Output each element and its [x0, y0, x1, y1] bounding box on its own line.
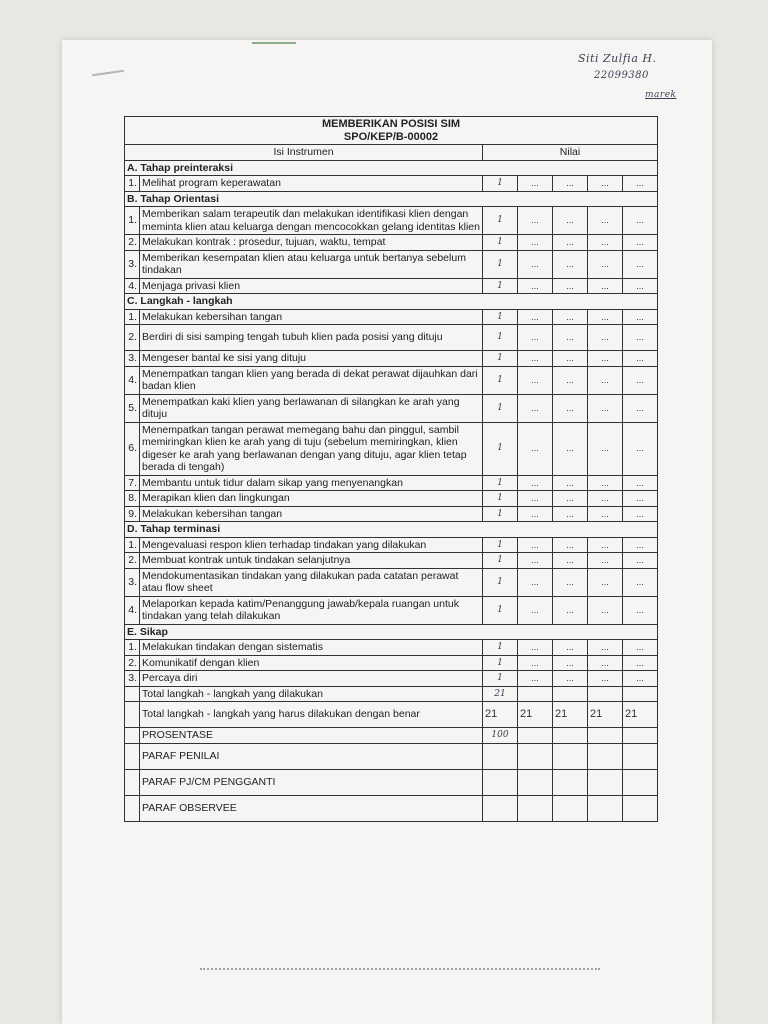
section-title: B. Tahap Orientasi	[125, 191, 658, 207]
table-row	[125, 325, 658, 351]
value-cell-4[interactable]	[588, 728, 623, 744]
score-cell-3[interactable]: ...	[553, 366, 588, 394]
section-header	[125, 522, 658, 538]
score-cell-5[interactable]: ...	[623, 491, 658, 507]
score-cell-2[interactable]: ...	[518, 250, 553, 278]
score-cell-3[interactable]: ...	[553, 235, 588, 251]
form-title: MEMBERIKAN POSISI SIM	[321, 118, 461, 130]
score-cell-5[interactable]: ...	[623, 568, 658, 596]
score-cell-3[interactable]: ...	[553, 640, 588, 656]
row-text: Melakukan kontrak : prosedur, tujuan, waktu, tempat	[140, 235, 483, 251]
value-cell-3[interactable]	[553, 769, 588, 795]
row-number: 4.	[125, 366, 140, 394]
total-done-label-row	[125, 686, 658, 702]
score-cell-1[interactable]: 1	[483, 553, 518, 569]
value-cell-1[interactable]: 21	[483, 686, 518, 702]
score-cell-1[interactable]: 1	[483, 596, 518, 624]
table-row	[125, 506, 658, 522]
row-text: Membantu untuk tidur dalam sikap yang menyenangkan	[140, 475, 483, 491]
row-number: 1.	[125, 309, 140, 325]
handwritten-name: Siti Zulfia H.	[578, 52, 657, 65]
score-cell-4[interactable]: ...	[588, 366, 623, 394]
row-text: Memberikan kesempatan klien atau keluarga untuk bertanya sebelum tindakan	[140, 250, 483, 278]
score-cell-1[interactable]: 1	[483, 351, 518, 367]
score-cell-2[interactable]: ...	[518, 640, 553, 656]
row-number: 6.	[125, 422, 140, 475]
paraf-pj-label: PARAF PJ/CM PENGGANTI	[140, 769, 483, 795]
section-header	[125, 191, 658, 207]
score-cell-4[interactable]: ...	[588, 278, 623, 294]
score-cell-3[interactable]: ...	[553, 475, 588, 491]
score-cell-3[interactable]: ...	[553, 351, 588, 367]
score-cell-4[interactable]: ...	[588, 537, 623, 553]
table-row	[125, 671, 658, 687]
score-cell-4[interactable]: ...	[588, 235, 623, 251]
paraf-observee-label-row	[125, 795, 658, 821]
score-cell-4[interactable]: ...	[588, 309, 623, 325]
score-cell-2[interactable]: ...	[518, 596, 553, 624]
value-cell-5[interactable]	[623, 728, 658, 744]
score-cell-5[interactable]: ...	[623, 309, 658, 325]
score-cell-3[interactable]: ...	[553, 506, 588, 522]
section-title: D. Tahap terminasi	[125, 522, 658, 538]
row-number: 2.	[125, 325, 140, 351]
value-cell-2[interactable]	[518, 686, 553, 702]
row-number: 3.	[125, 568, 140, 596]
score-cell-5[interactable]: ...	[623, 176, 658, 192]
score-cell-3[interactable]: ...	[553, 176, 588, 192]
score-cell-1[interactable]: 1	[483, 537, 518, 553]
score-cell-3[interactable]: ...	[553, 309, 588, 325]
value-cell-2[interactable]	[518, 769, 553, 795]
score-cell-5[interactable]: ...	[623, 250, 658, 278]
score-cell-4[interactable]: ...	[588, 671, 623, 687]
score-cell-5[interactable]: ...	[623, 235, 658, 251]
table-row	[125, 475, 658, 491]
value-cell-4[interactable]: 21	[588, 702, 623, 728]
row-number	[125, 686, 140, 702]
score-cell-1[interactable]: 1	[483, 309, 518, 325]
handwritten-note: marek	[645, 90, 677, 100]
score-cell-1[interactable]: 1	[483, 506, 518, 522]
row-text: Melaporkan kepada katim/Penanggung jawab/kepala ruangan untuk tindakan yang telah dilakukan	[140, 596, 483, 624]
score-cell-2[interactable]: ...	[518, 366, 553, 394]
row-number: 2.	[125, 655, 140, 671]
score-cell-1[interactable]: 1	[483, 491, 518, 507]
score-cell-2[interactable]: ...	[518, 491, 553, 507]
score-cell-1[interactable]: 1	[483, 568, 518, 596]
score-cell-3[interactable]: ...	[553, 325, 588, 351]
row-text: Menempatkan tangan klien yang berada di dekat perawat dijauhkan dari badan klien	[140, 366, 483, 394]
paraf-penilai-label: PARAF PENILAI	[140, 743, 483, 769]
row-number: 3.	[125, 250, 140, 278]
row-number: 9.	[125, 506, 140, 522]
score-cell-5[interactable]: ...	[623, 596, 658, 624]
table-row	[125, 278, 658, 294]
score-cell-3[interactable]: ...	[553, 655, 588, 671]
paraf-observee-label: PARAF OBSERVEE	[140, 795, 483, 821]
row-number	[125, 702, 140, 728]
score-cell-2[interactable]: ...	[518, 553, 553, 569]
section-header	[125, 624, 658, 640]
row-number: 2.	[125, 235, 140, 251]
score-cell-3[interactable]: ...	[553, 671, 588, 687]
table-row	[125, 235, 658, 251]
score-cell-2[interactable]: ...	[518, 422, 553, 475]
score-cell-1[interactable]: 1	[483, 671, 518, 687]
row-text: Melakukan kebersihan tangan	[140, 309, 483, 325]
score-cell-3[interactable]: ...	[553, 491, 588, 507]
score-cell-4[interactable]: ...	[588, 207, 623, 235]
row-number	[125, 743, 140, 769]
row-text: Mendokumentasikan tindakan yang dilakukan pada catatan perawat atau flow sheet	[140, 568, 483, 596]
score-cell-2[interactable]: ...	[518, 278, 553, 294]
value-cell-2[interactable]: 21	[518, 702, 553, 728]
score-cell-5[interactable]: ...	[623, 475, 658, 491]
row-text: Mengeser bantal ke sisi yang dituju	[140, 351, 483, 367]
row-number	[125, 769, 140, 795]
value-cell-5[interactable]	[623, 769, 658, 795]
score-cell-3[interactable]: ...	[553, 422, 588, 475]
handwritten-nim: 22099380	[594, 70, 649, 81]
score-cell-4[interactable]: ...	[588, 176, 623, 192]
score-cell-2[interactable]: ...	[518, 394, 553, 422]
row-text: Memberikan salam terapeutik dan melakukan identifikasi klien dengan meminta klien atau keluarga dengan mencocokkan gelang identitas klien	[140, 207, 483, 235]
table-row	[125, 394, 658, 422]
row-text: Merapikan klien dan lingkungan	[140, 491, 483, 507]
row-text: Menempatkan tangan perawat memegang bahu dan pinggul, sambil memiringkan klien ke arah yang di tuju (sebelum memiringkan, klien digeser ke arah yang berlawanan dengan yang dituju, agar klien tetap berada di tengah)	[140, 422, 483, 475]
row-text: Melihat program keperawatan	[140, 176, 483, 192]
score-cell-3[interactable]: ...	[553, 250, 588, 278]
score-cell-1[interactable]: 1	[483, 250, 518, 278]
table-row	[125, 351, 658, 367]
score-cell-3[interactable]: ...	[553, 278, 588, 294]
value-cell-4[interactable]	[588, 686, 623, 702]
value-cell-5[interactable]	[623, 686, 658, 702]
score-cell-1[interactable]: 1	[483, 655, 518, 671]
score-cell-3[interactable]: ...	[553, 537, 588, 553]
section-title: A. Tahap preinteraksi	[125, 160, 658, 176]
score-cell-4[interactable]: ...	[588, 553, 623, 569]
row-number: 1.	[125, 176, 140, 192]
percentage-label: PROSENTASE	[140, 728, 483, 744]
section-header	[125, 294, 658, 310]
value-cell-2[interactable]	[518, 728, 553, 744]
score-cell-2[interactable]: ...	[518, 176, 553, 192]
score-cell-2[interactable]: ...	[518, 207, 553, 235]
row-text: Melakukan kebersihan tangan	[140, 506, 483, 522]
table-row	[125, 596, 658, 624]
table-row	[125, 207, 658, 235]
table-row	[125, 640, 658, 656]
form-code: SPO/KEP/B-00002	[343, 130, 439, 143]
total-done-label: Total langkah - langkah yang dilakukan	[140, 686, 483, 702]
score-cell-1[interactable]: 1	[483, 176, 518, 192]
total-required-label-row	[125, 702, 658, 728]
score-cell-1[interactable]: 1	[483, 235, 518, 251]
score-cell-5[interactable]: ...	[623, 394, 658, 422]
score-cell-1[interactable]: 1	[483, 394, 518, 422]
row-number: 8.	[125, 491, 140, 507]
score-cell-1[interactable]: 1	[483, 475, 518, 491]
value-cell-4[interactable]	[588, 795, 623, 821]
row-text: Melakukan tindakan dengan sistematis	[140, 640, 483, 656]
value-cell-4[interactable]	[588, 743, 623, 769]
score-cell-4[interactable]: ...	[588, 351, 623, 367]
row-number: 4.	[125, 278, 140, 294]
score-cell-4[interactable]: ...	[588, 640, 623, 656]
value-cell-3[interactable]	[553, 795, 588, 821]
score-cell-4[interactable]: ...	[588, 568, 623, 596]
score-cell-2[interactable]: ...	[518, 506, 553, 522]
cut-off-footer	[200, 968, 600, 974]
score-cell-5[interactable]: ...	[623, 366, 658, 394]
score-cell-2[interactable]: ...	[518, 309, 553, 325]
row-text: Menempatkan kaki klien yang berlawanan di silangkan ke arah yang dituju	[140, 394, 483, 422]
table-row	[125, 655, 658, 671]
score-cell-1[interactable]: 1	[483, 422, 518, 475]
value-cell-3[interactable]	[553, 728, 588, 744]
section-header	[125, 160, 658, 176]
score-cell-4[interactable]: ...	[588, 394, 623, 422]
assessment-table	[124, 116, 658, 822]
row-text: Komunikatif dengan klien	[140, 655, 483, 671]
green-mark	[252, 42, 296, 44]
row-number: 1.	[125, 640, 140, 656]
score-cell-1[interactable]: 1	[483, 325, 518, 351]
score-cell-4[interactable]: ...	[588, 506, 623, 522]
row-number: 7.	[125, 475, 140, 491]
value-cell-5[interactable]: 21	[623, 702, 658, 728]
table-row	[125, 491, 658, 507]
score-cell-5[interactable]: ...	[623, 671, 658, 687]
table-row	[125, 250, 658, 278]
col-nilai: Nilai	[483, 145, 658, 161]
score-cell-2[interactable]: ...	[518, 475, 553, 491]
score-cell-2[interactable]: ...	[518, 351, 553, 367]
score-cell-5[interactable]: ...	[623, 506, 658, 522]
score-cell-4[interactable]: ...	[588, 325, 623, 351]
value-cell-3[interactable]	[553, 686, 588, 702]
table-row	[125, 176, 658, 192]
score-cell-2[interactable]: ...	[518, 655, 553, 671]
table-row	[125, 568, 658, 596]
table-row	[125, 422, 658, 475]
score-cell-4[interactable]: ...	[588, 250, 623, 278]
score-cell-5[interactable]: ...	[623, 655, 658, 671]
score-cell-1[interactable]: 1	[483, 366, 518, 394]
value-cell-3[interactable]	[553, 743, 588, 769]
header-row	[125, 145, 658, 161]
score-cell-4[interactable]: ...	[588, 655, 623, 671]
row-text: Menjaga privasi klien	[140, 278, 483, 294]
score-cell-3[interactable]: ...	[553, 568, 588, 596]
score-cell-1[interactable]: 1	[483, 207, 518, 235]
score-cell-2[interactable]: ...	[518, 671, 553, 687]
score-cell-2[interactable]: ...	[518, 568, 553, 596]
value-cell-4[interactable]	[588, 769, 623, 795]
percentage-label-row	[125, 728, 658, 744]
paraf-pj-label-row	[125, 769, 658, 795]
score-cell-3[interactable]: ...	[553, 596, 588, 624]
row-number: 1.	[125, 207, 140, 235]
score-cell-5[interactable]: ...	[623, 207, 658, 235]
score-cell-3[interactable]: ...	[553, 553, 588, 569]
row-text: Membuat kontrak untuk tindakan selanjutnya	[140, 553, 483, 569]
row-text: Percaya diri	[140, 671, 483, 687]
row-number: 5.	[125, 394, 140, 422]
table-row	[125, 309, 658, 325]
score-cell-3[interactable]: ...	[553, 394, 588, 422]
value-cell-1[interactable]: 100	[483, 728, 518, 744]
score-cell-1[interactable]: 1	[483, 278, 518, 294]
score-cell-3[interactable]: ...	[553, 207, 588, 235]
value-cell-2[interactable]	[518, 795, 553, 821]
score-cell-5[interactable]: ...	[623, 640, 658, 656]
score-cell-2[interactable]: ...	[518, 235, 553, 251]
row-text: Mengevaluasi respon klien terhadap tindakan yang dilakukan	[140, 537, 483, 553]
score-cell-5[interactable]: ...	[623, 422, 658, 475]
row-number: 3.	[125, 351, 140, 367]
score-cell-5[interactable]: ...	[623, 537, 658, 553]
section-title: E. Sikap	[125, 624, 658, 640]
row-text: Berdiri di sisi samping tengah tubuh klien pada posisi yang dituju	[140, 325, 483, 351]
score-cell-5[interactable]: ...	[623, 325, 658, 351]
row-number: 3.	[125, 671, 140, 687]
table-row	[125, 553, 658, 569]
table-row	[125, 366, 658, 394]
score-cell-4[interactable]: ...	[588, 422, 623, 475]
value-cell-5[interactable]	[623, 795, 658, 821]
title-row	[125, 117, 658, 145]
paraf-penilai-label-row	[125, 743, 658, 769]
row-number: 1.	[125, 537, 140, 553]
value-cell-1[interactable]	[483, 795, 518, 821]
value-cell-1[interactable]	[483, 769, 518, 795]
value-cell-5[interactable]	[623, 743, 658, 769]
table-row	[125, 537, 658, 553]
score-cell-2[interactable]: ...	[518, 325, 553, 351]
row-number: 2.	[125, 553, 140, 569]
score-cell-4[interactable]: ...	[588, 491, 623, 507]
row-number: 4.	[125, 596, 140, 624]
row-number	[125, 795, 140, 821]
score-cell-1[interactable]: 1	[483, 640, 518, 656]
score-cell-5[interactable]: ...	[623, 553, 658, 569]
value-cell-1[interactable]	[483, 743, 518, 769]
total-required-label: Total langkah - langkah yang harus dilakukan dengan benar	[140, 702, 483, 728]
value-cell-3[interactable]: 21	[553, 702, 588, 728]
col-instrumen: Isi Instrumen	[125, 145, 483, 161]
score-cell-5[interactable]: ...	[623, 351, 658, 367]
section-title: C. Langkah - langkah	[125, 294, 658, 310]
row-number	[125, 728, 140, 744]
score-cell-4[interactable]: ...	[588, 596, 623, 624]
value-cell-1[interactable]: 21	[483, 702, 518, 728]
score-cell-2[interactable]: ...	[518, 537, 553, 553]
score-cell-4[interactable]: ...	[588, 475, 623, 491]
value-cell-2[interactable]	[518, 743, 553, 769]
score-cell-5[interactable]: ...	[623, 278, 658, 294]
